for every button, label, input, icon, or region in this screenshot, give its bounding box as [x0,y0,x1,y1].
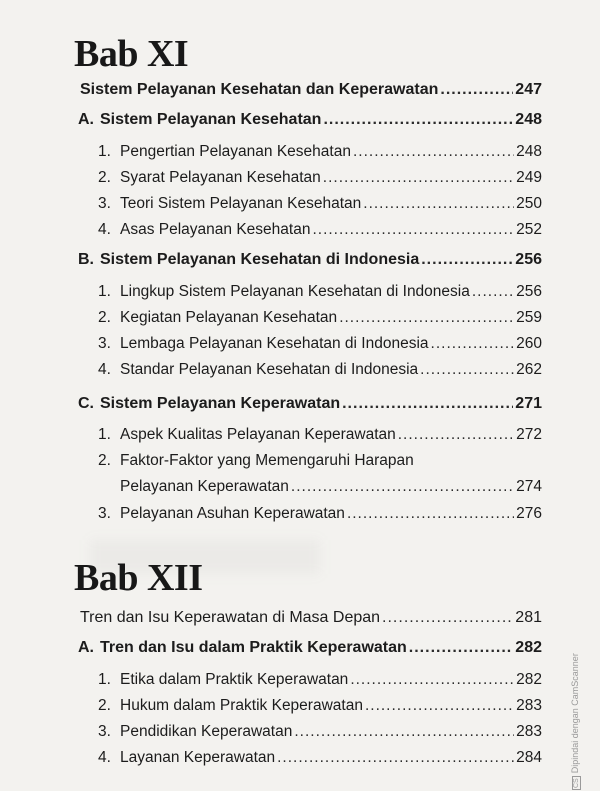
toc-text: Hukum dalam Praktik Keperawatan [120,697,363,714]
dot-leader [277,748,514,768]
toc-page-number: 271 [515,395,542,412]
toc-text: Pendidikan Keperawatan [120,723,293,740]
toc-page-number: 281 [515,609,542,626]
item-number: 1. [98,283,111,300]
toc-text: Faktor-Faktor yang Memengaruhi Harapan [120,452,414,469]
toc-item [98,504,542,524]
item-number: 1. [98,671,111,688]
dot-leader [323,110,513,130]
dot-leader [382,608,513,628]
toc-item [98,360,542,380]
toc-page-number: 282 [515,639,542,656]
dot-leader [409,638,514,658]
toc-page-number: 256 [515,251,542,268]
toc-text: Syarat Pelayanan Kesehatan [120,169,321,186]
item-number: 4. [98,749,111,766]
toc-page-number: 259 [516,309,542,326]
toc-text: Lingkup Sistem Pelayanan Kesehatan di Indonesia [120,283,470,300]
dot-leader [347,504,514,524]
scanner-watermark [570,653,581,790]
toc-item [98,282,542,302]
toc-text: Sistem Pelayanan Kesehatan di Indonesia [100,251,420,268]
dot-leader [440,80,513,100]
toc-page-number: 274 [516,478,542,495]
toc-text: Aspek Kualitas Pelayanan Keperawatan [120,426,396,443]
toc-item [98,142,542,162]
toc-section-a [78,110,542,130]
dot-leader [353,142,514,162]
toc-text: Pelayanan Asuhan Keperawatan [120,505,345,522]
section-letter: C. [78,395,94,412]
toc-page-number: 256 [516,283,542,300]
toc-text: Tren dan Isu dalam Praktik Keperawatan [100,639,407,656]
toc-item [98,670,542,690]
toc-text-continued: Pelayanan Keperawatan [120,478,289,495]
toc-text: Sistem Pelayanan Kesehatan dan Keperawatan [80,81,439,98]
dot-leader [294,722,514,742]
toc-page-number: 248 [516,143,542,160]
toc-section-a [78,638,542,658]
toc-item [98,334,542,354]
dot-leader [365,696,514,716]
toc-page-number: 284 [516,749,542,766]
toc-page-number: 247 [515,81,542,98]
dot-leader [350,670,514,690]
toc-page-number: 272 [516,426,542,443]
toc-item [98,308,542,328]
toc-item [98,168,542,188]
toc-item-wrapped-line2 [120,477,542,497]
toc-text: Sistem Pelayanan Kesehatan [100,111,322,128]
toc-item [98,748,542,768]
toc-page-number: 262 [516,361,542,378]
toc-page-number: 252 [516,221,542,238]
item-number: 3. [98,723,111,740]
toc-page-number: 260 [516,335,542,352]
dot-leader [431,334,515,354]
chapter-title-bab-xi: Bab XI [74,33,189,75]
chapter-title-bab-xii: Bab XII [74,557,203,599]
toc-page-number: 276 [516,505,542,522]
toc-section-b [78,250,542,270]
toc-page-number: 250 [516,195,542,212]
toc-section-c [78,394,542,414]
dot-leader [291,477,514,497]
camscanner-logo-icon: CS [573,778,580,788]
item-number: 4. [98,361,111,378]
toc-page-number: 248 [515,111,542,128]
dot-leader [312,220,514,240]
watermark-text: Dipindai dengan CamScanner [570,653,580,774]
dot-leader [421,250,513,270]
item-number: 1. [98,143,111,160]
item-number: 2. [98,697,111,714]
toc-item [98,696,542,716]
toc-item-wrapped-line1 [98,451,414,471]
item-number: 4. [98,221,111,238]
dot-leader [398,425,514,445]
toc-text: Etika dalam Praktik Keperawatan [120,671,349,688]
item-number: 3. [98,195,111,212]
toc-text: Kegiatan Pelayanan Kesehatan [120,309,338,326]
toc-item [98,722,542,742]
item-number: 3. [98,505,111,522]
toc-text: Pengertian Pelayanan Kesehatan [120,143,351,160]
toc-item [98,194,542,214]
section-letter: B. [78,251,94,268]
item-number: 3. [98,335,111,352]
toc-page-number: 249 [516,169,542,186]
section-letter: A. [78,639,94,656]
toc-text: Sistem Pelayanan Keperawatan [100,395,341,412]
dot-leader [342,394,513,414]
toc-text: Standar Pelayanan Kesehatan di Indonesia [120,361,419,378]
dot-leader [472,282,514,302]
dot-leader [339,308,514,328]
toc-text: Tren dan Isu Keperawatan di Masa Depan [80,609,381,626]
toc-page-number: 283 [516,723,542,740]
section-letter: A. [78,111,94,128]
toc-text: Lembaga Pelayanan Kesehatan di Indonesia [120,335,429,352]
toc-page-number: 283 [516,697,542,714]
item-number: 2. [98,452,111,469]
toc-text: Asas Pelayanan Kesehatan [120,221,311,238]
toc-item [98,425,542,445]
item-number: 2. [98,309,111,326]
item-number: 2. [98,169,111,186]
toc-text: Teori Sistem Pelayanan Kesehatan [120,195,362,212]
dot-leader [363,194,514,214]
toc-chapter-heading [80,608,542,628]
dot-leader [323,168,514,188]
dot-leader [420,360,514,380]
toc-text: Layanan Keperawatan [120,749,276,766]
toc-chapter-heading [80,80,542,100]
toc-page-number: 282 [516,671,542,688]
toc-item [98,220,542,240]
item-number: 1. [98,426,111,443]
